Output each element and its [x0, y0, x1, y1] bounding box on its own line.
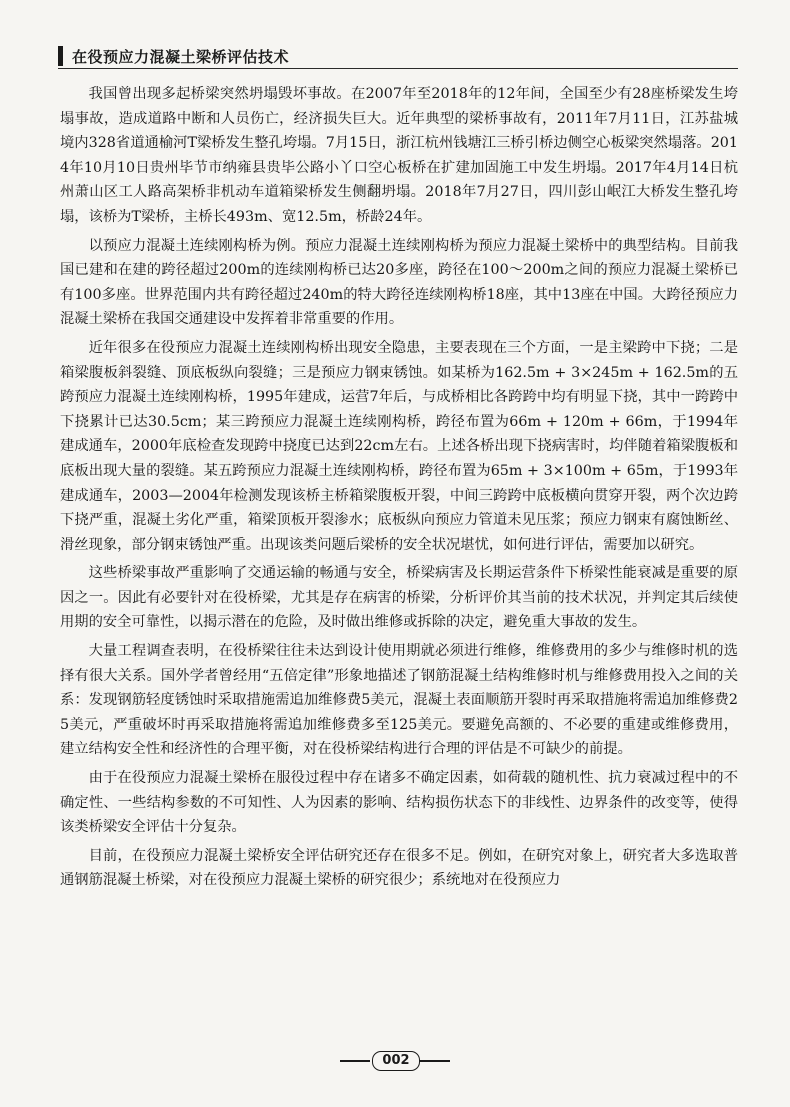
paragraph-research-gaps: 目前，在役预应力混凝土梁桥安全评估研究还存在很多不足。例如，在研究对象上，研究者大多选取普通钢筋混凝土桥梁，对在役预应力混凝土梁桥的研究很少；系统地对在役预应力 — [60, 847, 738, 889]
paragraph-rigid-frame-bridges: 以预应力混凝土连续刚构桥为例。预应力混凝土连续刚构桥为预应力混凝土梁桥中的典型结构。目前我国已建和在建的跨径超过200m的连续刚构桥已达20多座，跨径在100～200m之间的预应力混凝土梁桥已有100多座。世界范围内共有跨径超过240m的特大跨径连续刚构桥18座，其中13座在中国。大跨径预应力混凝土梁桥在我国交通建设中发挥着非常重要的作用。 — [60, 237, 738, 328]
paragraph-safety-hazards: 近年很多在役预应力混凝土连续刚构桥出现安全隐患，主要表现在三个方面，一是主梁跨中下挠；二是箱梁腹板斜裂缝、顶底板纵向裂缝；三是预应力钢束锈蚀。如某桥为162.5m + 3×245m + 162.5m的五跨预应力混凝土连续刚构桥，1995年建成，运营7年后，与成桥相比各跨跨中均有明显下挠，其中一跨跨中下挠累计已达30.5cm；某三跨预应力混凝土连续刚构桥，跨径布置为66m + 120m + 66m，于1994年建成通车，2000年底检查发现跨中挠度已达到22cm左右。上述各桥出现下挠病害时，均伴随着箱梁腹板和底板出现大量的裂缝。某五跨预应力混凝土连续刚构桥，跨径布置为65m + 3×100m + 65m，于1993年建成通车，2003—2004年检测发现该桥主桥箱梁腹板开裂，中间三跨跨中底板横向贯穿开裂，两个次边跨下挠严重，混凝土劣化严重，箱梁顶板开裂渗水；底板纵向预应力管道未见压浆；预应力钢束有腐蚀断丝、滑丝现象，部分钢束锈蚀严重。出现该类问题后梁桥的安全状况堪忧，如何进行评估，需要加以研究。 — [60, 339, 738, 553]
paragraph-bridge-collapses: 我国曾出现多起桥梁突然坍塌毁坏事故。在2007年至2018年的12年间，全国至少有28座桥梁发生垮塌事故，造成道路中断和人员伤亡，经济损失巨大。近年典型的梁桥事故有，2011年7月11日，江苏盐城境内328省道通榆河T梁桥发生整孔垮塌。7月15日，浙江杭州钱塘江三桥引桥边侧空心板梁突然塌落。2014年10月10日贵州毕节市纳雍县贵毕公路小丫口空心板桥在扩建加固施工中发生坍塌。2017年4月14日杭州萧山区工人路高架桥非机动车道箱梁桥发生侧翻坍塌。2018年7月27日，四川彭山岷江大桥发生整孔垮塌，该桥为T梁桥，主桥长493m、宽12.5m，桥龄24年。 — [60, 86, 738, 225]
header-accent-bar — [58, 46, 63, 66]
paragraph-accident-impact: 这些桥梁事故严重影响了交通运输的畅通与安全，桥梁病害及长期运营条件下桥梁性能衰减是重要的原因之一。因此有必要针对在役桥梁，尤其是存在病害的桥梁，分析评价其当前的技术状况，并判定其后续使用期的安全可靠性，以揭示潜在的危险，及时做出维修或拆除的决定，避免重大事故的发生。 — [60, 565, 738, 631]
header-divider — [58, 68, 738, 69]
page-number-rule-left — [340, 1060, 370, 1062]
page-number-rule-right — [420, 1060, 450, 1062]
page-number-badge — [340, 1050, 450, 1072]
running-header — [58, 44, 738, 68]
paragraph-uncertainty-factors: 由于在役预应力混凝土梁桥在服役过程中存在诸多不确定因素，如荷载的随机性、抗力衰减过程中的不确定性、一些结构参数的不可知性、人为因素的影响、结构损伤状态下的非线性、边界条件的改变等，使得该类桥梁安全评估十分复杂。 — [60, 770, 738, 836]
body-text — [60, 82, 738, 897]
running-header-title: 在役预应力混凝土梁桥评估技术 — [72, 48, 290, 66]
page-number: 002 — [372, 1051, 420, 1071]
paragraph-maintenance-cost: 大量工程调查表明，在役桥梁往往未达到设计使用期就必须进行维修，维修费用的多少与维修时机的选择有很大关系。国外学者曾经用“五倍定律”形象地描述了钢筋混凝土结构维修时机与维修费用投入之间的关系：发现钢筋轻度锈蚀时采取措施需追加维修费5美元，混凝土表面顺筋开裂时再采取措施将需追加维修费25美元，严重破坏时再采取措施将需追加维修费多至125美元。要避免高额的、不必要的重建或维修费用，建立结构安全性和经济性的合理平衡，对在役桥梁结构进行合理的评估是不可缺少的前提。 — [60, 643, 738, 758]
page-footer — [0, 1050, 790, 1074]
